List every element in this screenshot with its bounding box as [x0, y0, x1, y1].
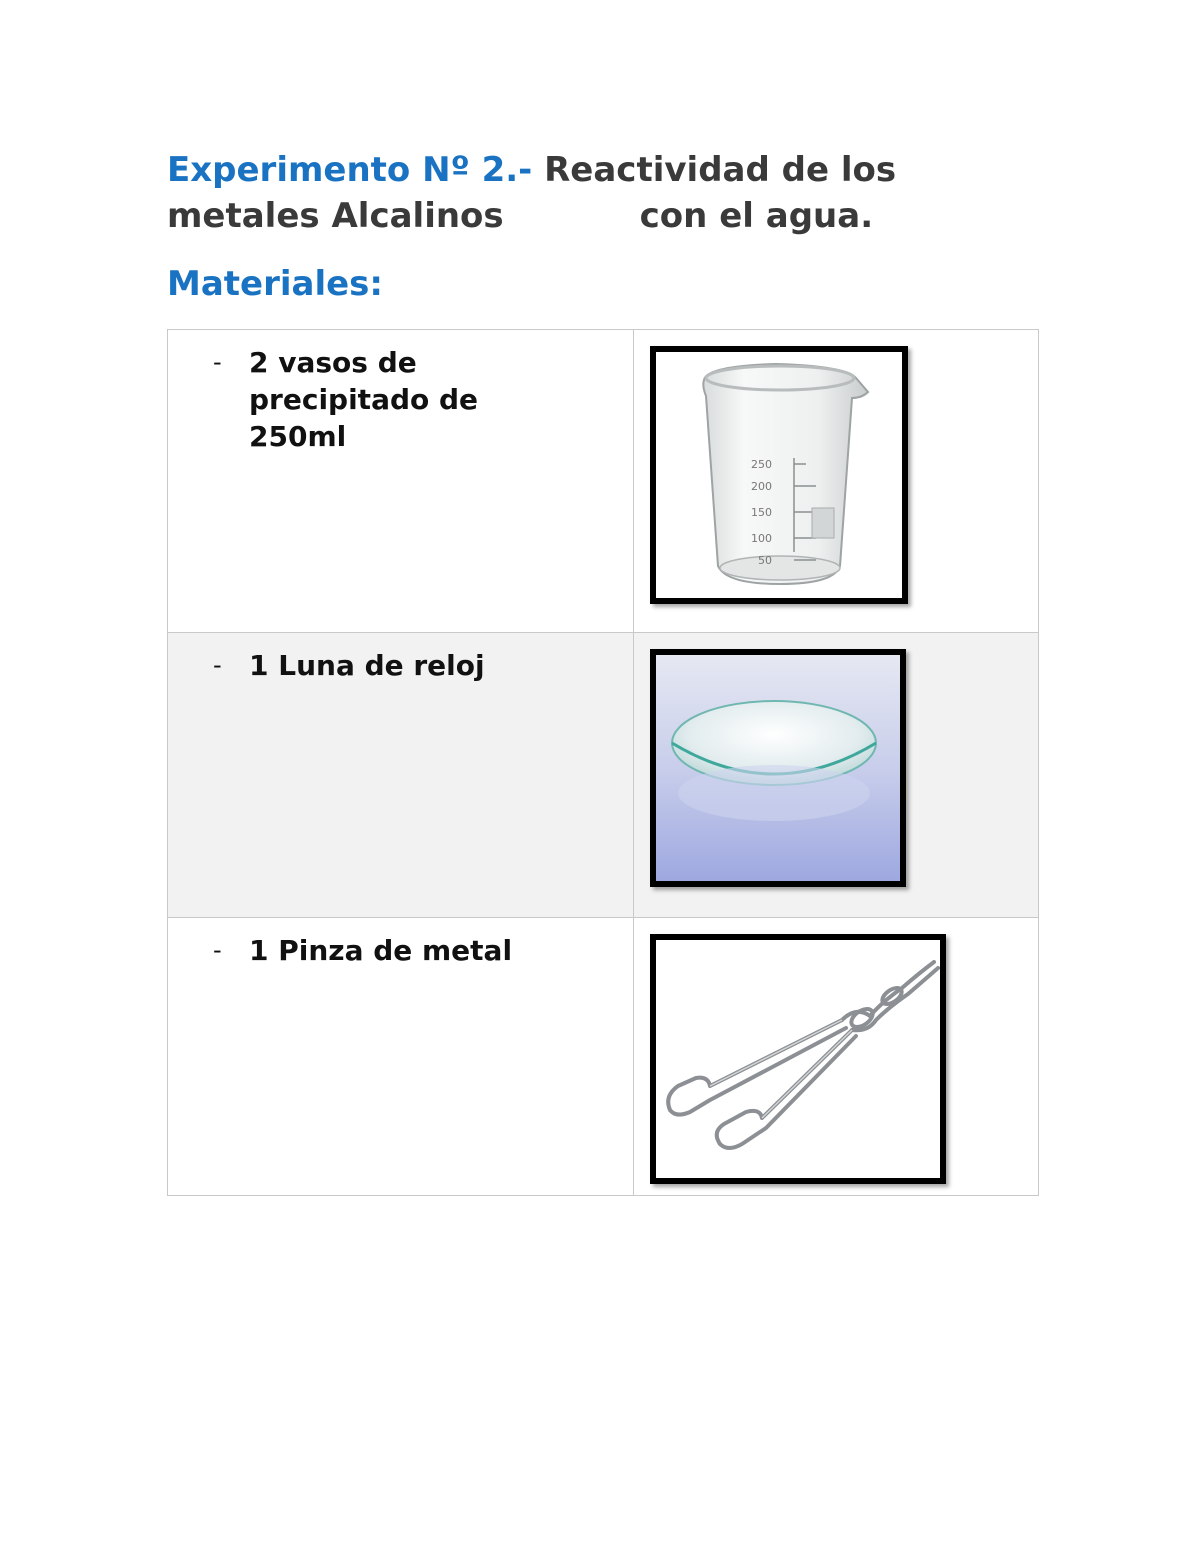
- table-row: [168, 633, 1039, 918]
- bullet-dash: -: [213, 651, 222, 679]
- list-item: [213, 344, 523, 455]
- table-row: [168, 330, 1039, 633]
- item-text: 1 Pinza de metal: [249, 934, 513, 967]
- item-cell: [168, 330, 634, 633]
- beaker-mark: 100: [750, 532, 772, 545]
- image-cell: [633, 918, 1038, 1196]
- bullet-dash: -: [213, 348, 222, 376]
- tongs-icon: [656, 940, 940, 1178]
- beaker-mark: 50: [757, 554, 772, 567]
- materials-table: [167, 329, 1039, 1196]
- table-row: [168, 918, 1039, 1196]
- beaker-image: [650, 346, 908, 604]
- title-line-1: Reactividad de los: [544, 150, 897, 190]
- bullet-dash: -: [213, 936, 222, 964]
- beaker-mark: 250: [750, 458, 772, 471]
- item-text: 1 Luna de reloj: [249, 649, 485, 682]
- title-line-2b: con el agua.: [639, 196, 874, 236]
- beaker-mark: 200: [750, 480, 772, 493]
- title-line-2a: metales Alcalinos: [167, 196, 504, 236]
- experiment-label: Experimento Nº 2.-: [167, 150, 533, 190]
- item-text: 2 vasos de precipitado de 250ml: [249, 346, 479, 453]
- list-item: [213, 932, 593, 969]
- tongs-image: [650, 934, 946, 1184]
- image-cell: [633, 633, 1038, 918]
- document-title: [167, 147, 1067, 239]
- beaker-icon: [656, 352, 902, 598]
- watch-glass-icon: [656, 655, 900, 881]
- item-cell: [168, 633, 634, 918]
- materials-heading: Materiales:: [167, 264, 384, 304]
- item-cell: [168, 918, 634, 1196]
- watch-glass-image: [650, 649, 906, 887]
- image-cell: [633, 330, 1038, 633]
- list-item: [213, 647, 593, 684]
- beaker-mark: 150: [750, 506, 772, 519]
